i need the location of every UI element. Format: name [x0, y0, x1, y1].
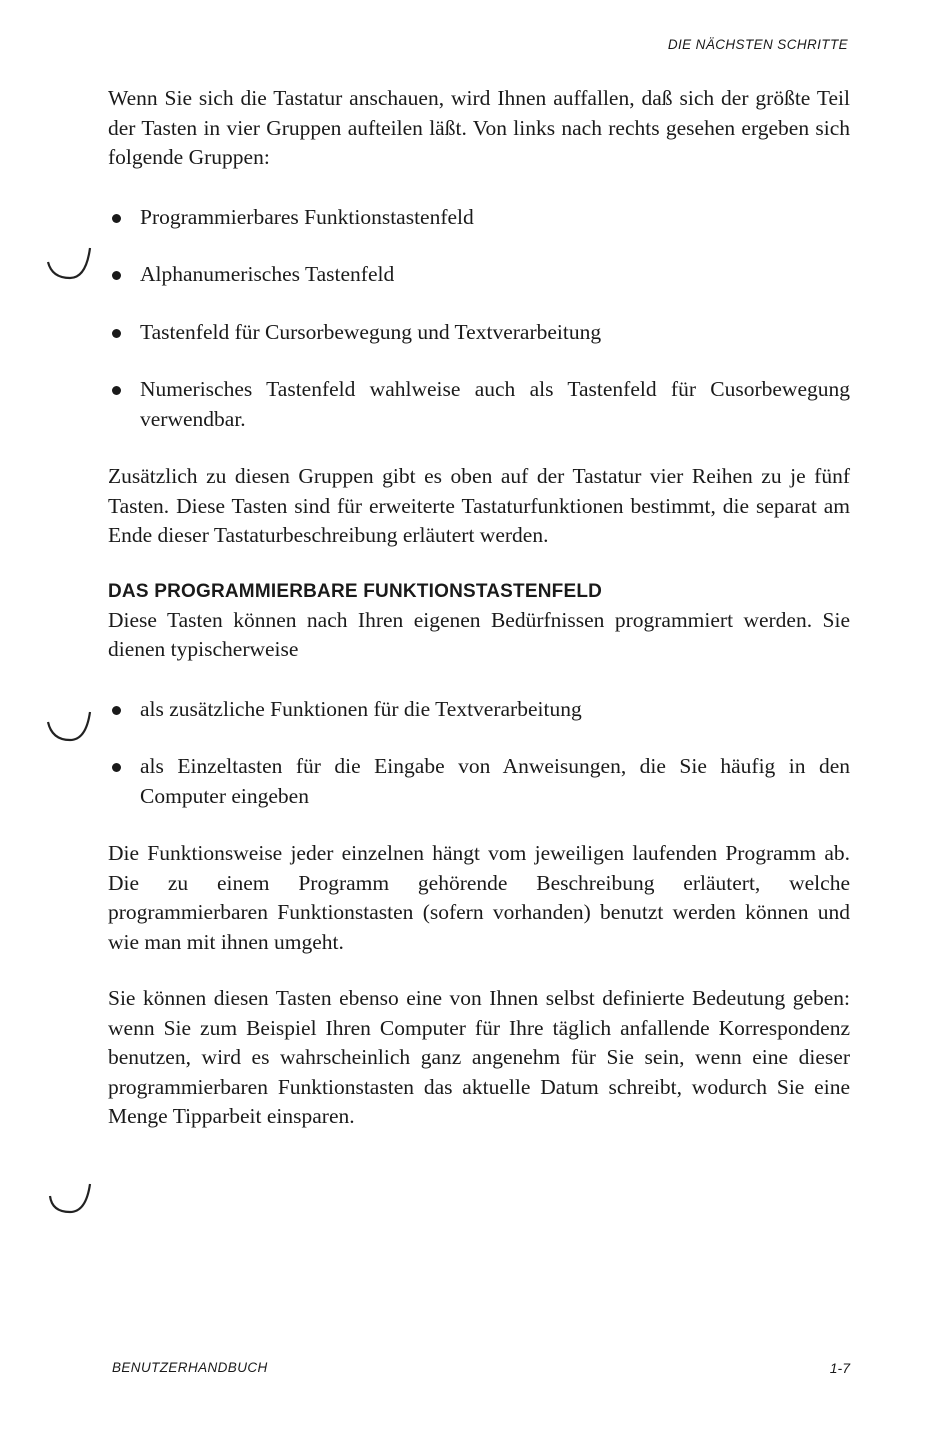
- extra-keys-paragraph: Zusätzlich zu diesen Gruppen gibt es oben auf der Tastatur vier Reihen zu je fünf Tasten. Diese Tasten sind für erweiterte Tastaturfunktionen bestimmt, die separat am Ende dieser Tastaturbeschreibung erläutert werden.: [108, 464, 850, 547]
- page-number: 1-7: [829, 1360, 850, 1376]
- intro-paragraph: Wenn Sie sich die Tastatur anschauen, wird Ihnen auffallen, daß sich der größte Teil der Tasten in vier Gruppen aufteilen läßt. Von links nach rechts gesehen ergeben sich folgende Gruppen:: [108, 86, 850, 169]
- list-item: als Einzeltasten für die Eingabe von Anweisungen, die Sie häufig in den Computer eingeben: [108, 752, 850, 811]
- list-item: als zusätzliche Funktionen für die Textverarbeitung: [108, 695, 850, 725]
- bullet-icon: [112, 271, 121, 280]
- section-intro: Diese Tasten können nach Ihren eigenen Bedürfnissen programmiert werden. Sie dienen typischerweise: [108, 607, 850, 661]
- uses-list: [108, 695, 850, 812]
- custom-meaning-paragraph: Sie können diesen Tasten ebenso eine von Ihnen selbst definierte Bedeutung geben: wenn Sie zum Beispiel Ihren Computer für Ihre täglich anfallende Korrespondenz benutzen, wird es wahrscheinlich ganz angenehm für Sie sein, wenn eine dieser programmierbaren Funktionstasten das aktuelle Datum schreibt, wodurch Sie eine Menge Tipparbeit einsparen.: [108, 986, 850, 1128]
- footer-book-title: BENUTZERHANDBUCH: [112, 1360, 268, 1375]
- running-header: DIE NÄCHSTEN SCHRITTE: [667, 37, 848, 52]
- binder-hole-mark-icon: [44, 1180, 92, 1220]
- binder-hole-mark-icon: [44, 244, 92, 284]
- bullet-icon: [112, 329, 121, 338]
- bullet-icon: [112, 763, 121, 772]
- key-group-list: [108, 203, 850, 435]
- page-content: [108, 84, 850, 1159]
- list-item: Tastenfeld für Cursorbewegung und Textverarbeitung: [108, 318, 850, 348]
- bullet-icon: [112, 706, 121, 715]
- function-paragraph: Die Funktionsweise jeder einzelnen hängt vom jeweiligen laufenden Programm ab. Die zu einem Programm gehörende Beschreibung erläutert, welche programmierbaren Funktionstasten (sofern vorhanden) benutzt werden können und wie man mit ihnen umgeht.: [108, 841, 850, 954]
- list-item: Alphanumerisches Tastenfeld: [108, 260, 850, 290]
- list-item: Numerisches Tastenfeld wahlweise auch als Tastenfeld für Cusorbewegung verwendbar.: [108, 375, 850, 434]
- bullet-icon: [112, 214, 121, 223]
- binder-hole-mark-icon: [44, 708, 92, 748]
- section-heading: DAS PROGRAMMIERBARE FUNKTIONSTASTENFELD: [108, 580, 603, 602]
- list-item: Programmierbares Funktionstastenfeld: [108, 203, 850, 233]
- bullet-icon: [112, 386, 121, 395]
